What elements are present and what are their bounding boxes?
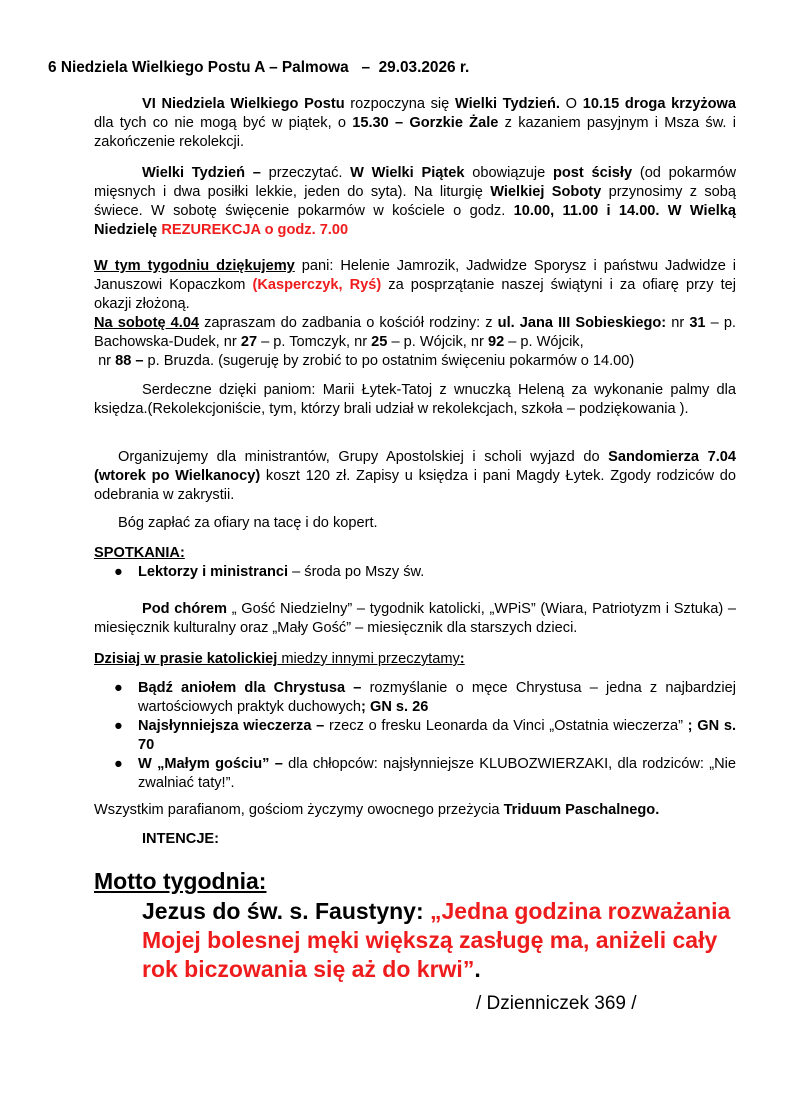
list-item: ● Bądź aniołem dla Chrystusa – rozmyślanie o męce Chrystusa – jedna z najbardziej wartościowych praktyk duchowych; GN s. 26 (114, 680, 736, 715)
paragraph-sandomierz-trip: Organizujemy dla ministrantów, Grupy Apostolskiej i scholi wyjazd do Sandomierza 7.04 (wtorek po Wielkanocy) koszt 120 zł. Zapisy u księdza i pani Magdy Łytek. Zgody rodziców do odebrania w zakrystii. (94, 449, 736, 503)
bullet-icon: ● (114, 756, 123, 772)
paragraph-saturday-cleaning: Na sobotę 4.04 zapraszam do zadbania o kościół rodziny: z ul. Jana III Sobieskiego: nr 31 – p. Bachowska-Dudek, nr 27 – p. Tomczyk, nr 25 – p. Wójcik, nr 92 – p. Wójcik, nr 88 – p. Bruzda. (sugeruję by zrobić to po ostatnim święceniu pokarmów o 14.00) (94, 315, 736, 369)
paragraph-offering-thanks: Bóg zapłać za ofiary na tacę i do kopert. (118, 515, 378, 531)
paragraph-holy-week-start: VI Niedziela Wielkiego Postu rozpoczyna się Wielki Tydzień. O 10.15 droga krzyżowa dla tych co nie mogą być w piątek, o 15.30 – Gorzkie Żale z kazaniem pasyjnym i Msza św. i zakończenie rekolekcji. (94, 96, 737, 150)
list-item: ● Najsłynniejsza wieczerza – rzecz o fresku Leonarda da Vinci „Ostatnia wieczerza” ; GN s. 70 (114, 718, 737, 753)
paragraph-thanks-cleaning: W tym tygodniu dziękujemy pani: Helenie Jamrozik, Jadwidze Sporysz i państwu Jadwidze i Januszowi Kopaczkom (Kasperczyk, Ryś) za posprzątanie naszej świątyni i za ofiarę przy tej okazji złożoną. (94, 258, 737, 312)
motto-quote: Jezus do św. s. Faustyny: „Jedna godzina rozważania Mojej bolesnej męki większą zasługę ma, aniżeli cały rok biczowania się aż do krwi”. (142, 898, 731, 982)
quote-source: / Dzienniczek 369 / (476, 993, 637, 1014)
list-item: ● W „Małym gościu” – dla chłopców: najsłynniejsze KLUBOZWIERZAKI, dla rodziców: „Nie zwalniać taty!”. (114, 756, 736, 791)
bullet-icon: ● (114, 718, 123, 734)
paragraph-palm-thanks: Serdeczne dzięki paniom: Marii Łytek-Tatoj z wnuczką Heleną za wykonanie palmy dla księdza.(Rekolekcjoniście, tym, którzy brali udział w rekolekcjach, szkoła – podziękowania ). (94, 382, 736, 417)
motto-heading: Motto tygodnia: (94, 868, 267, 894)
bullet-icon: ● (114, 680, 123, 696)
intentions-heading: INTENCJE: (142, 831, 220, 847)
bullet-icon: ● (114, 564, 123, 580)
list-item: ● Lektorzy i ministranci – środa po Mszy św. (114, 564, 425, 580)
paragraph-triduum-wishes: Wszystkim parafianom, gościom życzymy owocnego przeżycia Triduum Paschalnego. (94, 802, 660, 818)
paragraph-press-under-choir: Pod chórem „ Gość Niedzielny” – tygodnik katolicki, „WPiS” (Wiara, Patriotyzm i Sztuka) – miesięcznik kulturalny oraz „Mały Gość” – miesięcznik dla starszych dzieci. (94, 601, 737, 636)
paragraph-holy-week-schedule: Wielki Tydzień – przeczytać. W Wielki Piątek obowiązuje post ścisły (od pokarmów mięsnych i dwa posiłki lekkie, jeden do syta). Na liturgię Wielkiej Soboty przynosimy z sobą świece. W sobotę święcenie pokarmów w kościele o godz. 10.00, 11.00 i 14.00. W Wielką Niedzielę REZUREKCJA o godz. 7.00 (94, 165, 736, 238)
meetings-list (94, 563, 736, 582)
resurrection-mass-time: REZUREKCJA o godz. 7.00 (161, 222, 349, 238)
page-title: 6 Niedziela Wielkiego Postu A – Palmowa – 29.03.2026 r. (48, 59, 470, 76)
catholic-press-list (94, 679, 736, 793)
catholic-press-heading: Dzisiaj w prasie katolickiej miedzy innymi przeczytamy: (94, 651, 465, 667)
meetings-heading: SPOTKANIA: (94, 545, 185, 561)
